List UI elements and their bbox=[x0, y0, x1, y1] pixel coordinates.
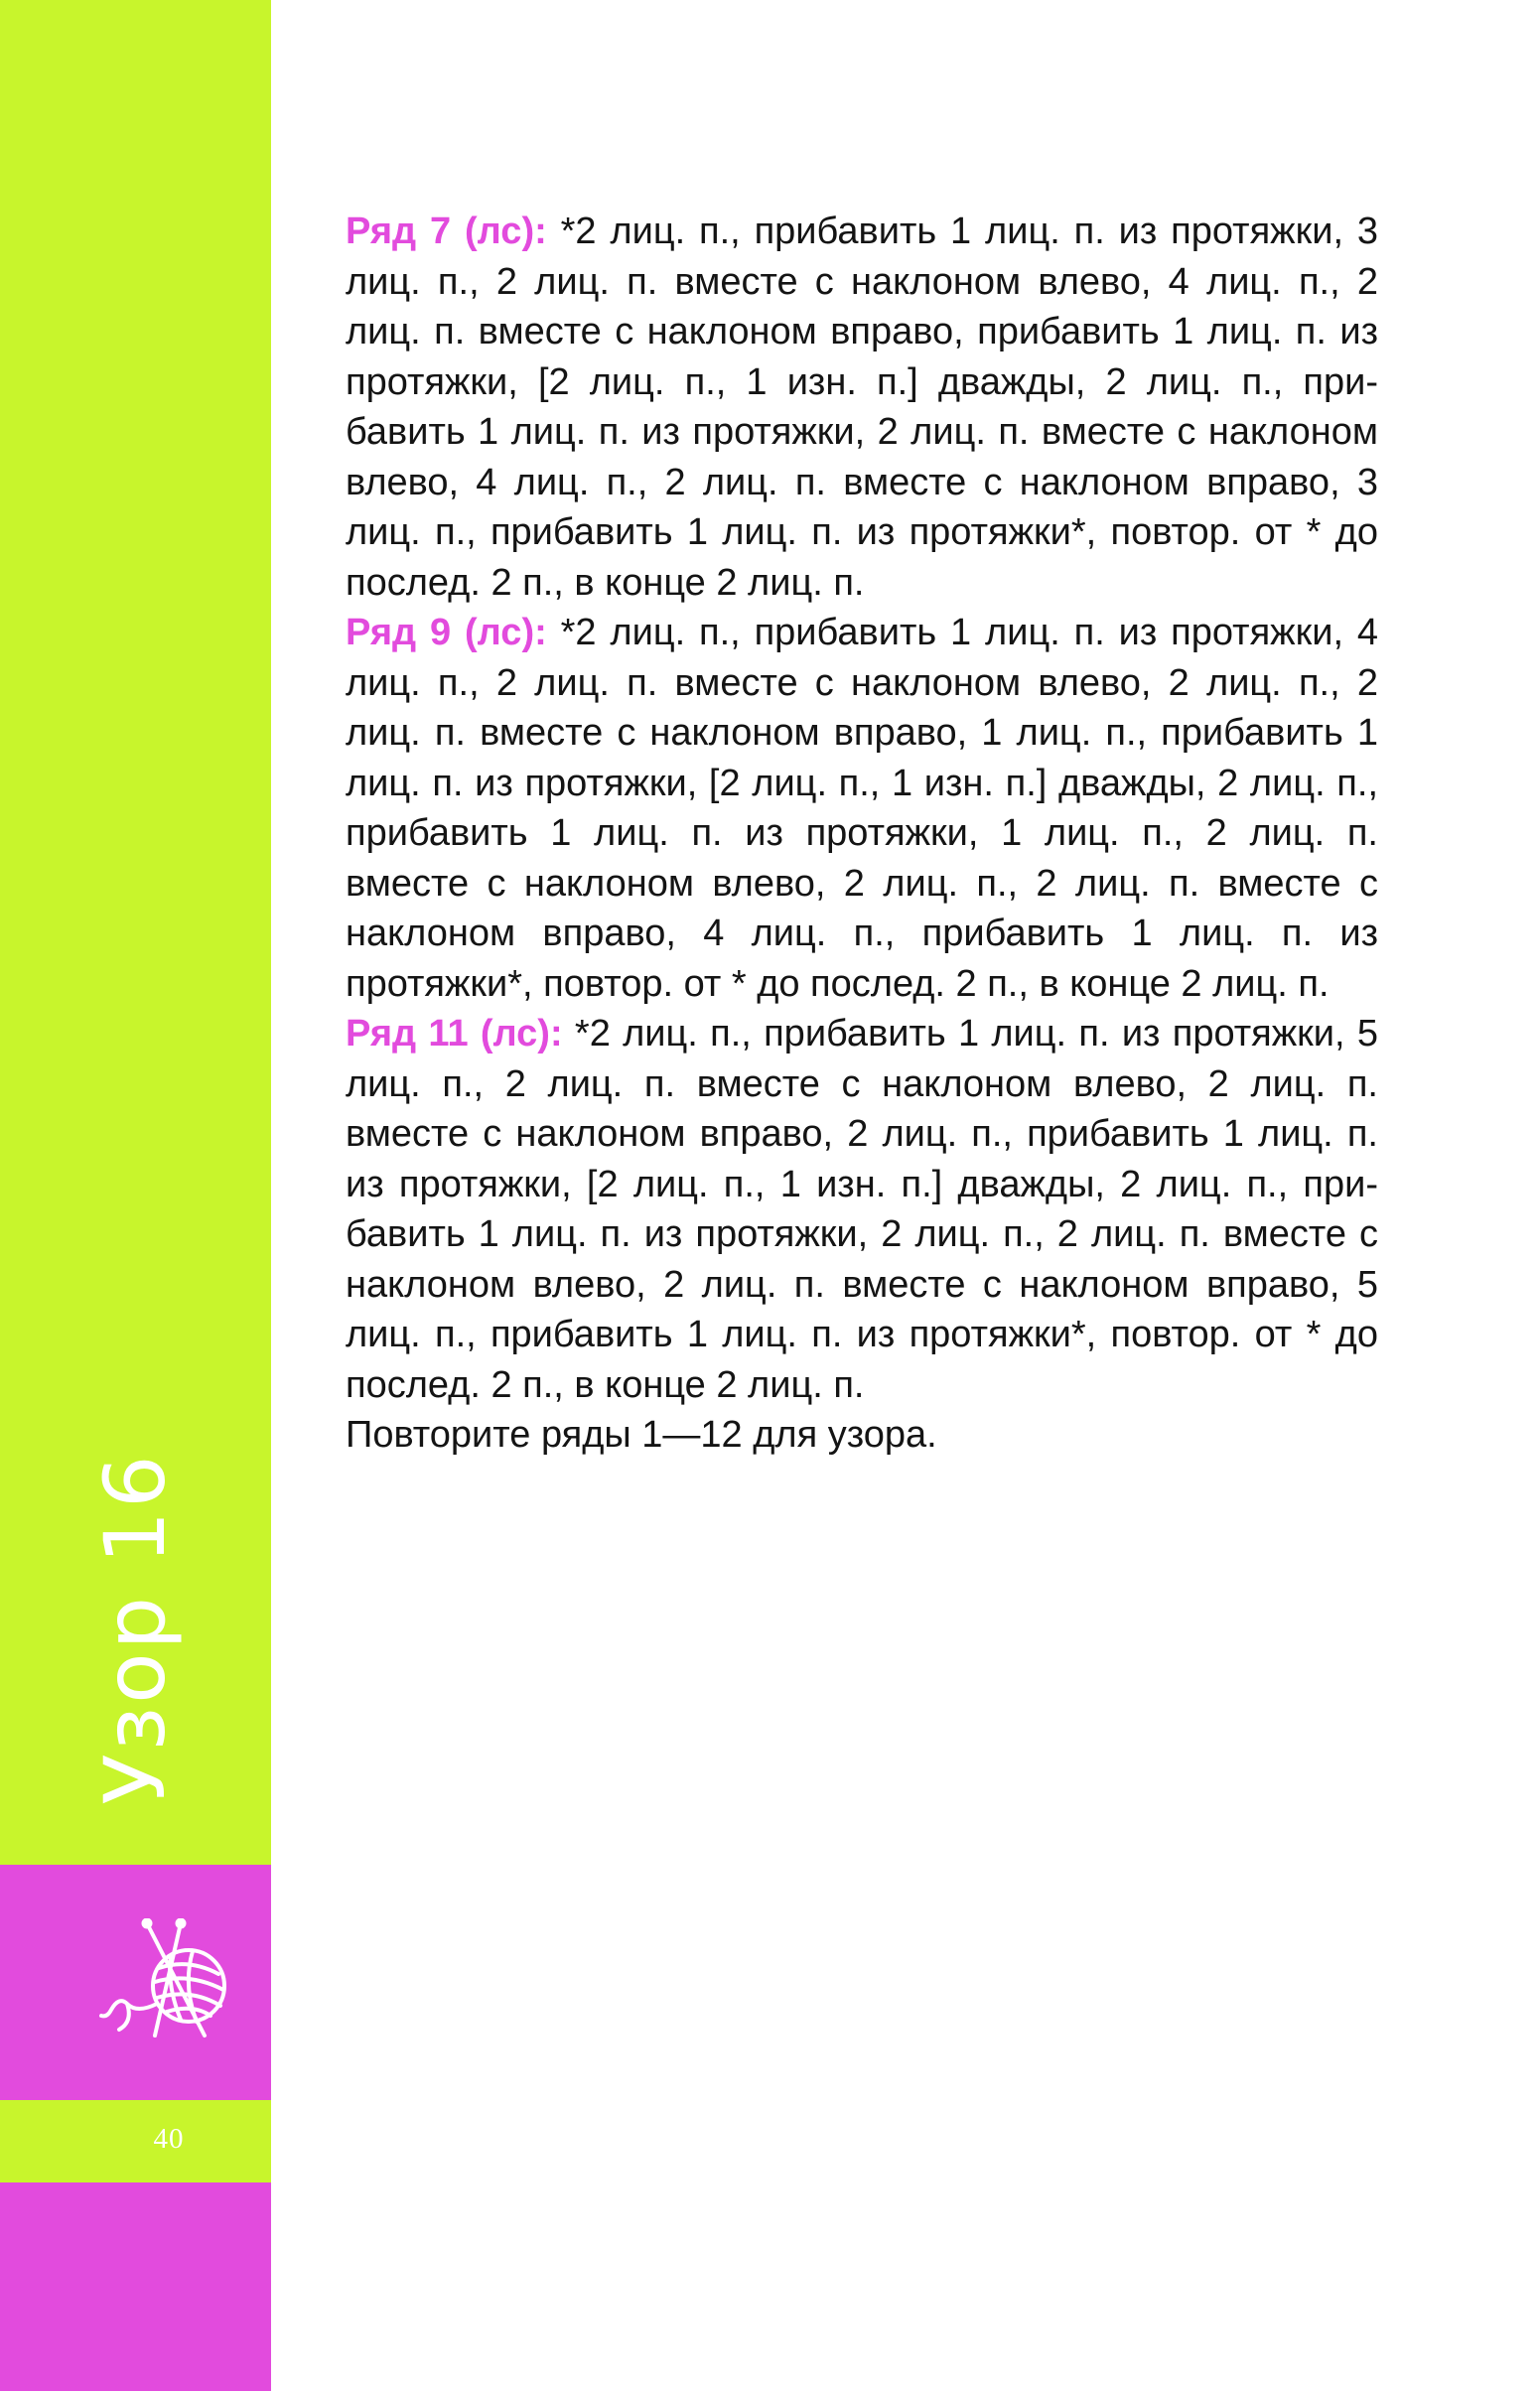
pattern-title: Узор 16 bbox=[86, 1452, 184, 1805]
row-text: *2 лиц. п., прибавить 1 лиц. п. из протяжки, 3 лиц. п., 2 лиц. п. вместе с наклоном влево, 4 лиц. п., 2 лиц. п. вместе с наклоном вправо, прибавить 1 лиц. п. из протяжки, [2 лиц. п., 1 изн. п.] дважды, 2 лиц. п., прибавить 1 лиц. п. из протяжки, 2 лиц. п. вместе с наклоном влево, 4 лиц. п., 2 лиц. п. вместе с наклоном вправо, 3 лиц. п., прибавить 1 лиц. п. из протяжки*, повтор. от * до послед. 2 п., в конце 2 лиц. п. bbox=[346, 211, 1379, 604]
row-11-instruction bbox=[346, 1009, 1378, 1410]
row-label: Ряд 11 (лс): bbox=[346, 1013, 563, 1055]
row-label: Ряд 7 (лс): bbox=[346, 211, 547, 252]
row-text: *2 лиц. п., прибавить 1 лиц. п. из протяжки, 5 лиц. п., 2 лиц. п. вместе с наклоном влево, 2 лиц. п. вместе с наклоном вправо, 2 лиц. п., прибавить 1 лиц. п. из протяжки, [2 лиц. п., 1 изн. п.] дважды, 2 лиц. п., прибавить 1 лиц. п. из протяжки, 2 лиц. п., 2 лиц. п. вместе с наклоном влево, 2 лиц. п. вместе с наклоном вправо, 5 лиц. п., прибавить 1 лиц. п. из протяжки*, повтор. от * до послед. 2 п., в конце 2 лиц. п. bbox=[346, 1013, 1378, 1406]
page-number: 40 bbox=[153, 2123, 185, 2155]
row-label: Ряд 9 (лс): bbox=[346, 612, 547, 653]
row-9-instruction bbox=[346, 608, 1378, 1009]
row-7-instruction bbox=[346, 207, 1378, 608]
pattern-instructions bbox=[346, 207, 1378, 1461]
sidebar-pink-footer bbox=[0, 2182, 271, 2391]
row-text: *2 лиц. п., прибавить 1 лиц. п. из протяжки, 4 лиц. п., 2 лиц. п. вместе с наклоном влево, 2 лиц. п., 2 лиц. п. вместе с наклоном вправо, 1 лиц. п., прибавить 1 лиц. п. из протяжки, [2 лиц. п., 1 изн. п.] дважды, 2 лиц. п., прибавить 1 лиц. п. из протяжки, 1 лиц. п., 2 лиц. п. вместе с наклоном влево, 2 лиц. п., 2 лиц. п. вместе с наклоном вправо, 4 лиц. п., прибавить 1 лиц. п. из протяжки*, повтор. от * до послед. 2 п., в конце 2 лиц. п. bbox=[346, 612, 1379, 1005]
yarn-ball-with-needles-icon bbox=[97, 1918, 246, 2047]
sidebar bbox=[0, 0, 271, 2391]
repeat-instruction: Повторите ряды 1—12 для узора. bbox=[346, 1414, 937, 1456]
